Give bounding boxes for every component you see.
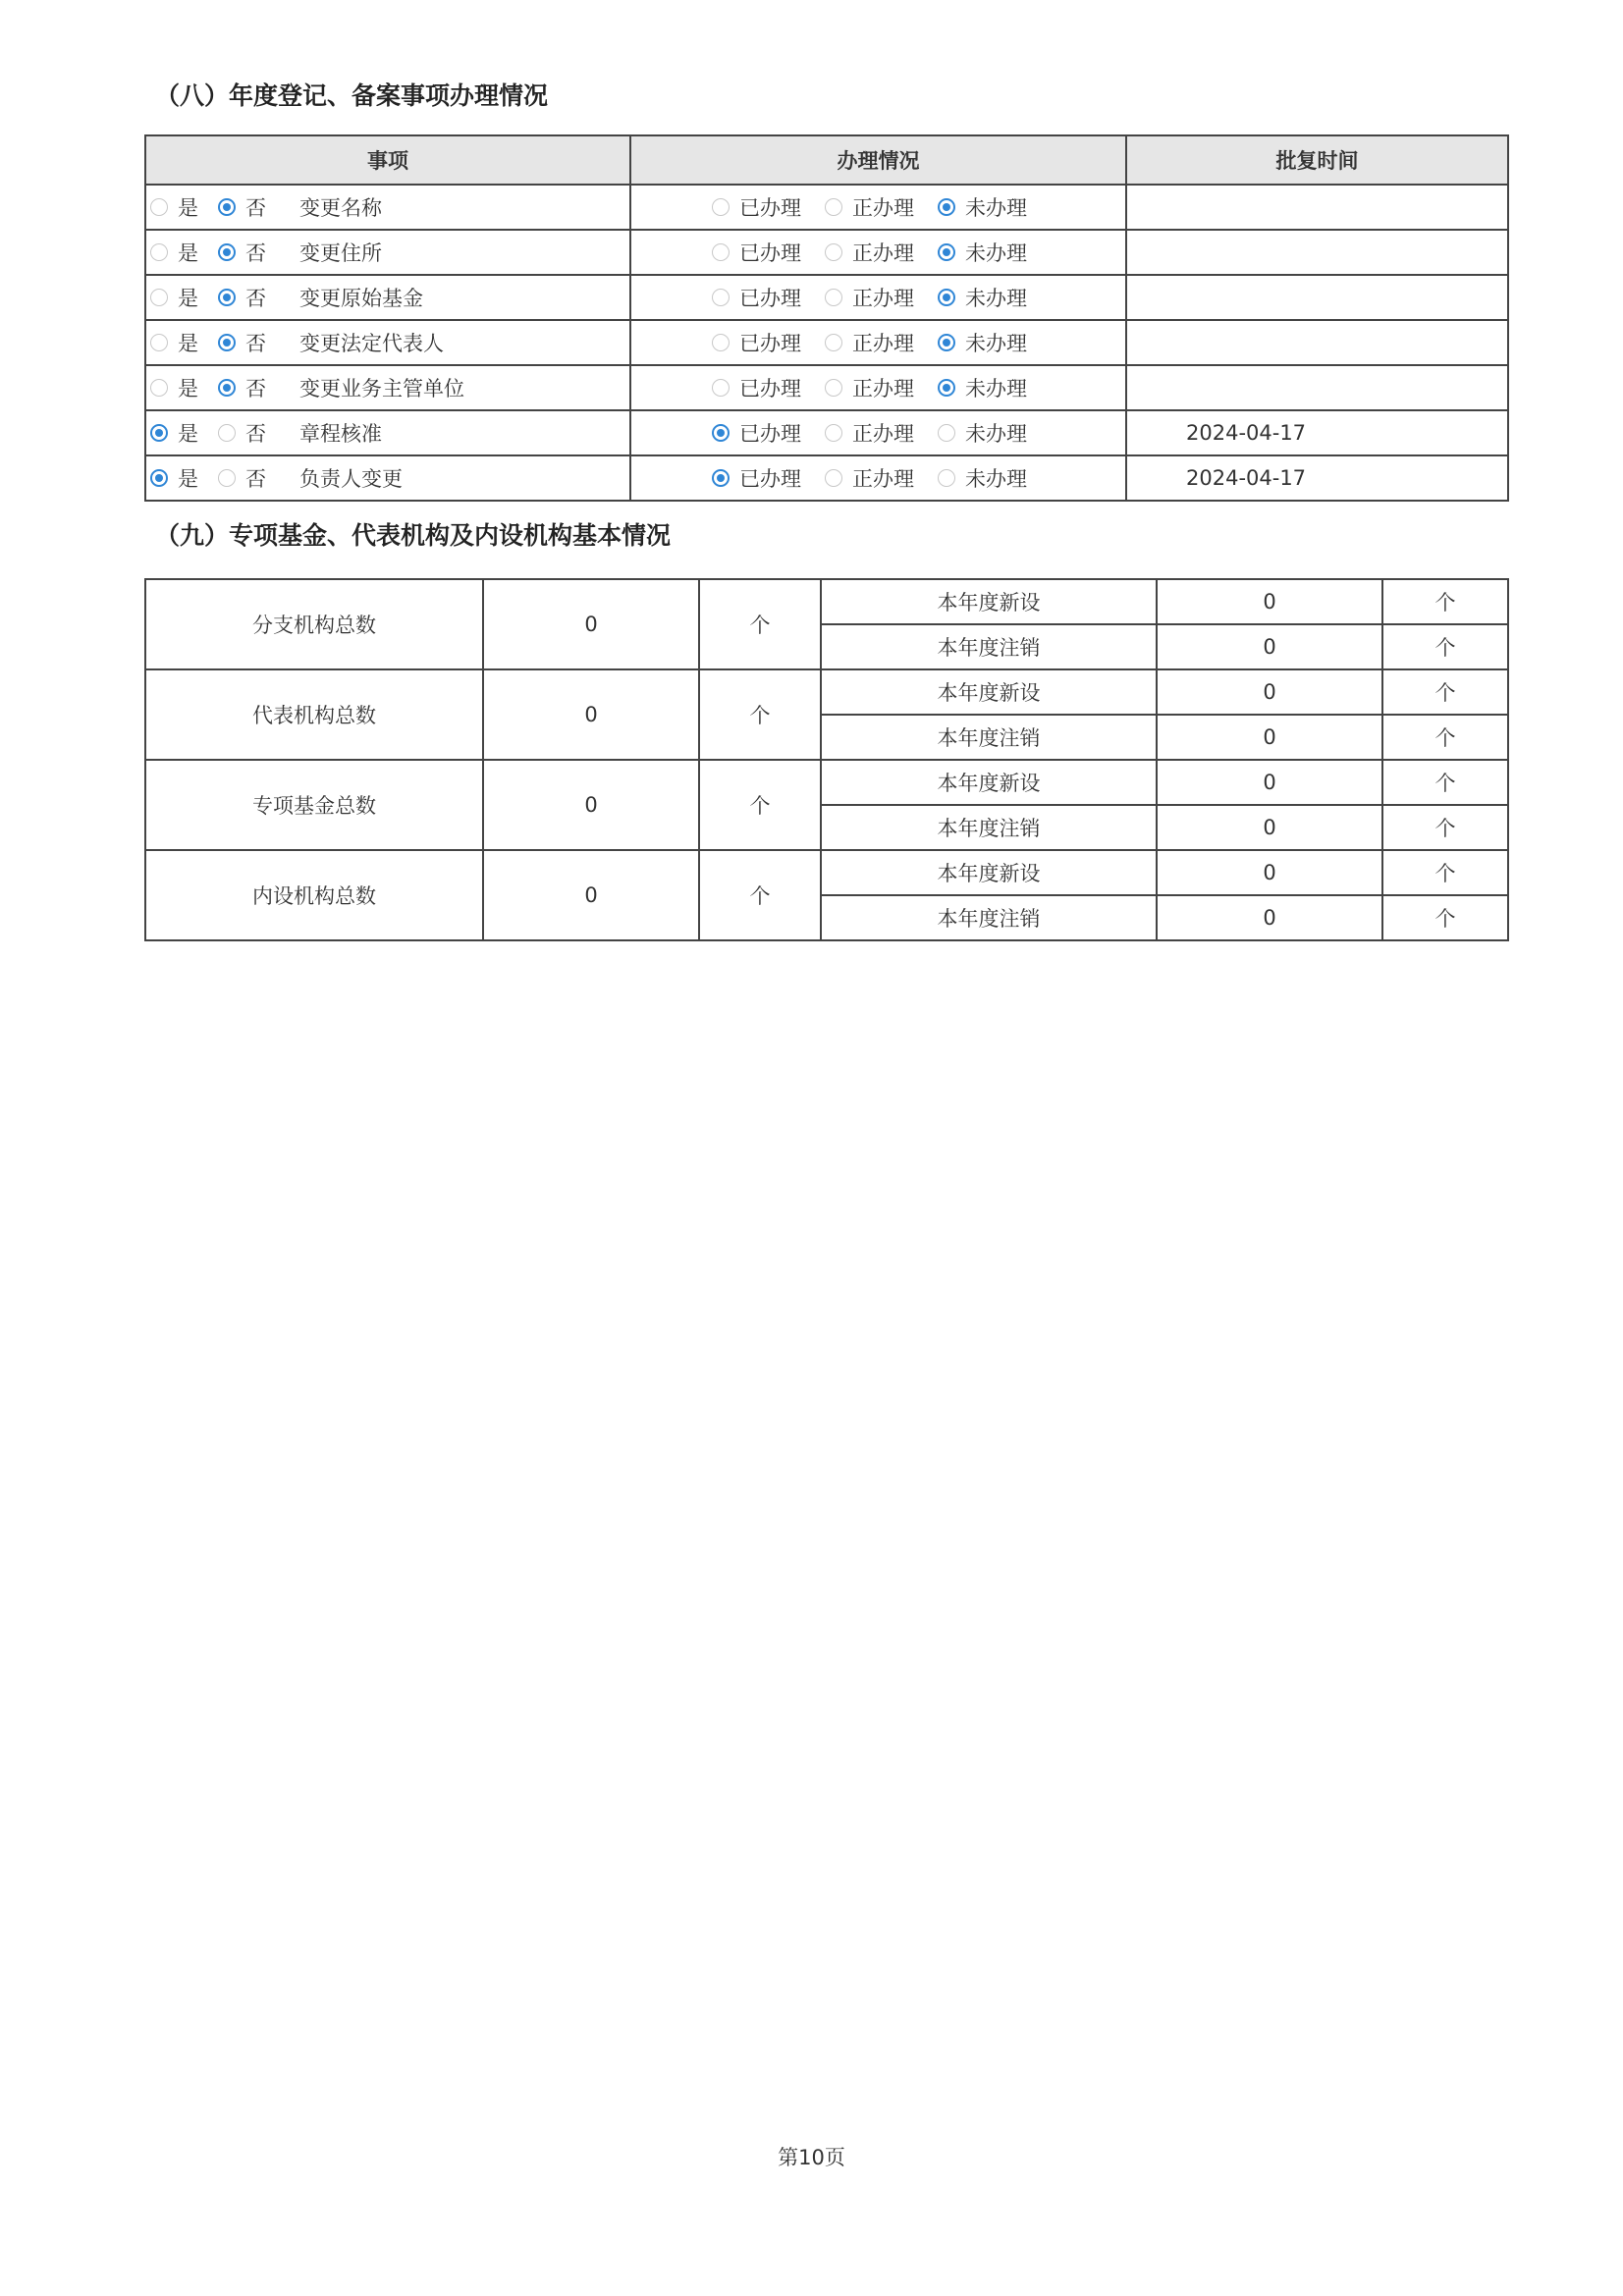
item-label: 变更名称 (299, 196, 382, 220)
cancel-label: 本年度注销 (821, 805, 1157, 850)
status-cell (630, 455, 1126, 501)
status-cell (630, 275, 1126, 320)
cancel-unit: 个 (1382, 624, 1508, 669)
no-radio[interactable] (218, 334, 236, 351)
no-radio[interactable] (218, 469, 236, 487)
approval-date: 2024-04-17 (1126, 410, 1508, 455)
no-radio[interactable] (218, 379, 236, 397)
doing-radio-label: 正办理 (852, 241, 914, 265)
status-cell (630, 410, 1126, 455)
cancel-count: 0 (1157, 624, 1382, 669)
done-radio-label: 已办理 (739, 467, 801, 491)
doing-radio[interactable] (825, 334, 842, 351)
cancel-unit: 个 (1382, 805, 1508, 850)
notdone-radio-label: 未办理 (965, 332, 1027, 355)
new-unit: 个 (1382, 850, 1508, 895)
item-label: 变更住所 (299, 241, 382, 265)
item-label: 变更业务主管单位 (299, 377, 464, 400)
done-radio[interactable] (712, 469, 730, 487)
doing-radio-label: 正办理 (852, 377, 914, 400)
doing-radio[interactable] (825, 469, 842, 487)
notdone-radio[interactable] (938, 334, 955, 351)
table-row (145, 320, 1508, 365)
category-total: 0 (483, 850, 699, 940)
category-label: 代表机构总数 (145, 669, 483, 760)
no-radio-label: 否 (245, 196, 266, 220)
section-8-title: （八）年度登记、备案事项办理情况 (155, 81, 549, 110)
done-radio-label: 已办理 (739, 422, 801, 446)
yes-radio[interactable] (150, 289, 168, 306)
done-radio[interactable] (712, 243, 730, 261)
notdone-radio-label: 未办理 (965, 196, 1027, 220)
yes-radio[interactable] (150, 198, 168, 216)
table-row (145, 760, 1508, 805)
cancel-count: 0 (1157, 805, 1382, 850)
new-unit: 个 (1382, 760, 1508, 805)
no-radio-label: 否 (245, 422, 266, 446)
item-label: 变更法定代表人 (299, 332, 444, 355)
doing-radio[interactable] (825, 379, 842, 397)
category-label: 专项基金总数 (145, 760, 483, 850)
done-radio-label: 已办理 (739, 332, 801, 355)
category-total: 0 (483, 579, 699, 669)
item-cell (145, 320, 630, 365)
notdone-radio[interactable] (938, 469, 955, 487)
new-unit: 个 (1382, 669, 1508, 715)
no-radio[interactable] (218, 198, 236, 216)
notdone-radio[interactable] (938, 424, 955, 442)
doing-radio[interactable] (825, 289, 842, 306)
notdone-radio[interactable] (938, 379, 955, 397)
no-radio[interactable] (218, 243, 236, 261)
section-9-title: （九）专项基金、代表机构及内设机构基本情况 (155, 521, 672, 550)
yes-radio-label: 是 (178, 241, 198, 265)
item-cell (145, 365, 630, 410)
no-radio-label: 否 (245, 467, 266, 491)
yes-radio-label: 是 (178, 332, 198, 355)
cancel-count: 0 (1157, 895, 1382, 940)
page-number: 第10页 (778, 2146, 845, 2169)
yes-radio-label: 是 (178, 467, 198, 491)
header-item: 事项 (145, 135, 630, 185)
category-total-unit: 个 (699, 579, 821, 669)
yes-radio-label: 是 (178, 377, 198, 400)
no-radio[interactable] (218, 424, 236, 442)
doing-radio[interactable] (825, 424, 842, 442)
yes-radio[interactable] (150, 243, 168, 261)
category-label: 内设机构总数 (145, 850, 483, 940)
cancel-count: 0 (1157, 715, 1382, 760)
new-count: 0 (1157, 850, 1382, 895)
new-label: 本年度新设 (821, 760, 1157, 805)
doing-radio[interactable] (825, 198, 842, 216)
doing-radio[interactable] (825, 243, 842, 261)
item-cell (145, 275, 630, 320)
category-label: 分支机构总数 (145, 579, 483, 669)
status-cell (630, 365, 1126, 410)
table-row (145, 455, 1508, 501)
yes-radio-label: 是 (178, 196, 198, 220)
new-count: 0 (1157, 579, 1382, 624)
table-row (145, 669, 1508, 715)
table-row (145, 275, 1508, 320)
no-radio-label: 否 (245, 377, 266, 400)
yes-radio[interactable] (150, 379, 168, 397)
yes-radio-label: 是 (178, 287, 198, 310)
approval-date (1126, 320, 1508, 365)
notdone-radio[interactable] (938, 198, 955, 216)
notdone-radio-label: 未办理 (965, 377, 1027, 400)
institutions-table (144, 578, 1509, 941)
notdone-radio-label: 未办理 (965, 287, 1027, 310)
done-radio[interactable] (712, 198, 730, 216)
approval-date: 2024-04-17 (1126, 455, 1508, 501)
registration-items-table (144, 134, 1509, 502)
no-radio-label: 否 (245, 287, 266, 310)
done-radio[interactable] (712, 424, 730, 442)
table-row (145, 579, 1508, 624)
new-unit: 个 (1382, 579, 1508, 624)
done-radio-label: 已办理 (739, 196, 801, 220)
item-label: 变更原始基金 (299, 287, 423, 310)
item-label: 负责人变更 (299, 467, 403, 491)
status-cell (630, 185, 1126, 230)
category-total-unit: 个 (699, 760, 821, 850)
item-cell (145, 410, 630, 455)
no-radio[interactable] (218, 289, 236, 306)
header-date: 批复时间 (1126, 135, 1508, 185)
doing-radio-label: 正办理 (852, 467, 914, 491)
doing-radio-label: 正办理 (852, 287, 914, 310)
doing-radio-label: 正办理 (852, 422, 914, 446)
new-count: 0 (1157, 669, 1382, 715)
header-status: 办理情况 (630, 135, 1126, 185)
status-cell (630, 320, 1126, 365)
notdone-radio-label: 未办理 (965, 241, 1027, 265)
no-radio-label: 否 (245, 332, 266, 355)
notdone-radio[interactable] (938, 243, 955, 261)
new-label: 本年度新设 (821, 669, 1157, 715)
yes-radio[interactable] (150, 469, 168, 487)
table-header-row (145, 135, 1508, 185)
done-radio-label: 已办理 (739, 377, 801, 400)
category-total: 0 (483, 669, 699, 760)
table-row (145, 230, 1508, 275)
yes-radio-label: 是 (178, 422, 198, 446)
cancel-label: 本年度注销 (821, 715, 1157, 760)
table-row (145, 185, 1508, 230)
item-cell (145, 230, 630, 275)
cancel-label: 本年度注销 (821, 895, 1157, 940)
done-radio[interactable] (712, 379, 730, 397)
done-radio-label: 已办理 (739, 287, 801, 310)
no-radio-label: 否 (245, 241, 266, 265)
new-count: 0 (1157, 760, 1382, 805)
done-radio[interactable] (712, 334, 730, 351)
table-row (145, 365, 1508, 410)
approval-date (1126, 275, 1508, 320)
category-total-unit: 个 (699, 669, 821, 760)
table-row (145, 410, 1508, 455)
notdone-radio-label: 未办理 (965, 422, 1027, 446)
item-label: 章程核准 (299, 422, 382, 446)
doing-radio-label: 正办理 (852, 196, 914, 220)
new-label: 本年度新设 (821, 850, 1157, 895)
done-radio-label: 已办理 (739, 241, 801, 265)
cancel-label: 本年度注销 (821, 624, 1157, 669)
cancel-unit: 个 (1382, 895, 1508, 940)
status-cell (630, 230, 1126, 275)
yes-radio[interactable] (150, 424, 168, 442)
category-total: 0 (483, 760, 699, 850)
approval-date (1126, 185, 1508, 230)
done-radio[interactable] (712, 289, 730, 306)
approval-date (1126, 230, 1508, 275)
doing-radio-label: 正办理 (852, 332, 914, 355)
category-total-unit: 个 (699, 850, 821, 940)
approval-date (1126, 365, 1508, 410)
table-row (145, 850, 1508, 895)
cancel-unit: 个 (1382, 715, 1508, 760)
item-cell (145, 455, 630, 501)
yes-radio[interactable] (150, 334, 168, 351)
notdone-radio[interactable] (938, 289, 955, 306)
item-cell (145, 185, 630, 230)
new-label: 本年度新设 (821, 579, 1157, 624)
notdone-radio-label: 未办理 (965, 467, 1027, 491)
